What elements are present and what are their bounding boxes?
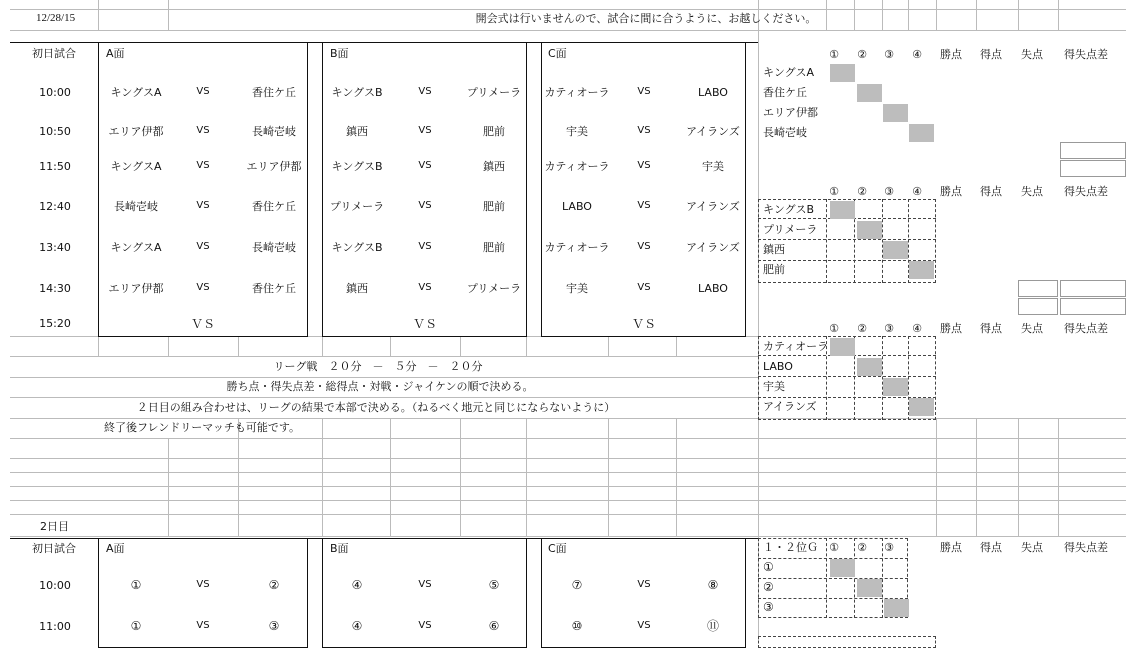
vs-label: VS [637,86,651,97]
home-team: 長崎壱岐 [114,200,158,213]
diagonal-cell [830,201,855,219]
grid-line [460,418,461,536]
home-team: エリア伊都 [108,282,164,295]
vs-label: VS [418,160,432,171]
home-team: キングスB [331,241,383,254]
away-team: LABO [698,86,728,99]
team-name: カティオーラ [763,340,829,353]
grid-line [10,418,1126,419]
group-grid [758,636,936,648]
home-team: ④ [351,578,363,592]
standings-header: ② [857,48,867,61]
vs-label: VS [418,125,432,136]
team-name: プリメーラ [763,223,818,236]
grid-line [10,458,1126,459]
away-team: LABO [698,282,728,295]
vs-label: VS [418,241,432,252]
day2-start-label: 初日試合 [32,542,76,555]
home-team: ⑩ [571,619,583,633]
team-name: 鎮西 [763,243,785,256]
team-name: 宇美 [763,380,785,393]
diagonal-cell [883,378,908,396]
grid-line [10,356,758,357]
match-time: 11:50 [39,160,71,173]
team-name: 長崎壱岐 [763,126,807,139]
standings-header: ② [857,322,867,335]
diagonal-cell [857,84,882,102]
home-team: カティオーラ [544,86,610,99]
standings-header: ④ [912,48,922,61]
standings-header: ① [829,322,839,335]
grid-line [882,0,883,30]
away-team: 長崎壱岐 [252,241,296,254]
grid-line [10,486,1126,487]
diagonal-cell [883,241,908,259]
standings-header: 勝点 [940,322,962,335]
match-time: 13:40 [39,241,71,254]
team-name: アイランズ [763,400,817,413]
grid-line [758,239,936,240]
group-header: 勝点 [940,541,962,554]
day2-court-a-label: A面 [106,542,125,555]
grid-line [10,377,758,378]
diagonal-cell [884,599,909,617]
match-time: 10:00 [39,86,71,99]
grid-line [10,500,1126,501]
away-team: ⑧ [707,578,719,592]
grid-line [168,336,169,356]
grid-line [826,199,827,283]
group-label: １・２位Ｇ [763,541,818,554]
diagonal-cell [857,221,882,239]
diagonal-cell [857,358,882,376]
away-team: ② [268,578,280,592]
away-team: アイランズ [686,125,740,138]
vs-label: VS [418,282,432,293]
vs-label: VS [637,200,651,211]
diagonal-cell [830,338,855,356]
home-team: キングスA [110,241,162,254]
vs-label: ＶＳ [190,317,216,331]
standings-header: 失点 [1021,322,1043,335]
group-row-label: ③ [763,600,774,614]
vs-label: VS [637,282,651,293]
grid-line [1018,418,1019,536]
away-team: アイランズ [686,200,740,213]
day1-label: 初日試合 [32,47,76,60]
standings-header: 勝点 [940,185,962,198]
away-team: 香住ケ丘 [252,200,296,213]
group-header: ③ [884,541,894,554]
empty-box [1060,298,1126,315]
home-team: ① [130,619,142,633]
match-time: 10:50 [39,125,71,138]
team-name: 肥前 [763,263,785,276]
home-team: キングスA [110,86,162,99]
standings-header: ④ [912,185,922,198]
grid-line [460,336,461,356]
home-team: カティオーラ [544,160,610,173]
away-team: 宇美 [702,160,724,173]
standings-header: ③ [884,322,894,335]
court-a-label: A面 [106,47,125,60]
home-team: ⑦ [571,578,583,592]
grid-line [10,472,1126,473]
home-team: エリア伊都 [108,125,164,138]
court-c-label: C面 [548,47,567,60]
standings-header: 得点 [980,322,1002,335]
grid-line [1058,418,1059,536]
grid-line [976,0,977,30]
group-header: 得失点差 [1064,541,1108,554]
grid-line [98,336,99,356]
grid-line [936,418,937,536]
match-time: 14:30 [39,282,71,295]
vs-label: VS [196,282,210,293]
home-team: 宇美 [566,125,588,138]
team-name: エリア伊都 [763,106,818,119]
vs-label: VS [418,86,432,97]
standings-header: 得失点差 [1064,185,1108,198]
rule-day2-pairing: ２日目の組み合わせは、リーグの結果で本部で決める。（ねるべく地元と同じにならないように） [136,401,616,414]
day2-label: 2日目 [40,520,69,533]
away-team: 鎮西 [483,160,505,173]
away-team: 肥前 [483,200,505,213]
grid-line [1018,0,1019,30]
grid-line [10,438,1126,439]
team-name: キングスB [763,203,815,216]
grid-line [826,0,827,30]
home-team: 宇美 [566,282,588,295]
vs-label: VS [196,125,210,136]
away-team: エリア伊都 [246,160,302,173]
vs-label: VS [196,160,210,171]
court-b-label: B面 [330,47,349,60]
away-team: 長崎壱岐 [252,125,296,138]
grid-line [390,418,391,536]
home-team: カティオーラ [544,241,610,254]
team-name: キングスA [763,66,815,79]
vs-label: VS [196,200,210,211]
day2-court-b-label: B面 [330,542,349,555]
standings-header: ③ [884,185,894,198]
away-team: 肥前 [483,241,505,254]
home-team: キングスB [331,160,383,173]
vs-label: VS [637,620,651,631]
grid-line [322,336,323,356]
away-team: プリメーラ [466,282,522,295]
group-header: ① [829,541,839,554]
diagonal-cell [909,261,934,279]
vs-label: VS [637,241,651,252]
empty-box [1060,142,1126,159]
empty-box [1060,160,1126,177]
standings-header: ① [829,185,839,198]
grid-line [908,0,909,30]
grid-line [10,9,1126,10]
grid-line [854,0,855,30]
match-time: 12:40 [39,200,71,213]
grid-line [676,336,677,356]
standings-header: ④ [912,322,922,335]
grid-line [526,336,527,356]
diagonal-cell [909,398,934,416]
grid-line [238,418,239,536]
group-row-label: ② [763,580,774,594]
grid-line [238,336,239,356]
date-label: 12/28/15 [36,12,76,24]
standings-header: ① [829,48,839,61]
match-time: 10:00 [39,579,71,592]
home-team: ① [130,578,142,592]
empty-box [1060,280,1126,297]
diagonal-cell [830,64,855,82]
empty-box [1018,280,1058,297]
grid-line [526,418,527,536]
diagonal-cell [909,124,934,142]
vs-label: VS [196,86,210,97]
grid-line [98,0,99,30]
standings-header: ② [857,185,867,198]
away-team: ⑤ [488,578,500,592]
vs-label: VS [637,160,651,171]
standings-header: 得失点差 [1064,322,1108,335]
group-header: 得点 [980,541,1002,554]
grid-line [608,418,609,536]
home-team: LABO [562,200,592,213]
grid-line [676,418,677,536]
away-team: ③ [268,619,280,633]
diagonal-cell [883,104,908,122]
away-team: 香住ケ丘 [252,86,296,99]
grid-line [1058,0,1059,30]
match-time: 15:20 [39,317,71,330]
standings-header: 失点 [1021,48,1043,61]
opening-notice: 開会式は行いませんので、試合に間に合うように、お越しください。 [475,12,817,25]
home-team: プリメーラ [329,200,385,213]
standings-header: 得点 [980,48,1002,61]
grid-line [168,438,169,536]
team-name: LABO [763,360,793,373]
standings-header: 得失点差 [1064,48,1108,61]
grid-line [758,578,908,579]
group-row-label: ① [763,560,774,574]
match-time: 11:00 [39,620,71,633]
grid-line [936,0,937,30]
standings-header: 失点 [1021,185,1043,198]
grid-line [10,514,1126,515]
away-team: アイランズ [686,241,740,254]
vs-label: ＶＳ [631,317,657,331]
day2-court-c-label: C面 [548,542,567,555]
vs-label: ＶＳ [412,317,438,331]
rule-match-format: リーグ戦 ２０分 － ５分 － ２０分 [273,360,483,373]
empty-box [1018,298,1058,315]
vs-label: VS [637,125,651,136]
home-team: 鎮西 [346,125,368,138]
group-header: ② [857,541,867,554]
vs-label: VS [637,579,651,590]
team-name: 香住ケ丘 [763,86,807,99]
away-team: ⑪ [706,619,720,633]
vs-label: VS [196,579,210,590]
grid-line [976,418,977,536]
diagonal-cell [830,559,855,577]
grid-line [608,336,609,356]
vs-label: VS [418,579,432,590]
diagonal-cell [857,579,882,597]
grid-line [390,336,391,356]
home-team: キングスB [331,86,383,99]
standings-header: ③ [884,48,894,61]
grid-line [10,30,1126,31]
home-team: ④ [351,619,363,633]
standings-header: 得点 [980,185,1002,198]
away-team: ⑥ [488,619,500,633]
standings-header: 勝点 [940,48,962,61]
vs-label: VS [196,241,210,252]
home-team: 鎮西 [346,282,368,295]
grid-line [758,376,936,377]
home-team: キングスA [110,160,162,173]
rule-friendly-match: 終了後フレンドリーマッチも可能です。 [104,421,300,434]
away-team: プリメーラ [466,86,522,99]
grid-line [168,0,169,30]
group-header: 失点 [1021,541,1043,554]
vs-label: VS [196,620,210,631]
grid-line [10,397,758,398]
grid-line [322,418,323,536]
vs-label: VS [418,620,432,631]
away-team: 香住ケ丘 [252,282,296,295]
vs-label: VS [418,200,432,211]
rule-ranking: 勝ち点・得失点差・総得点・対戦・ジャイケンの順で決める。 [226,380,534,393]
grid-line [10,536,1126,537]
away-team: 肥前 [483,125,505,138]
